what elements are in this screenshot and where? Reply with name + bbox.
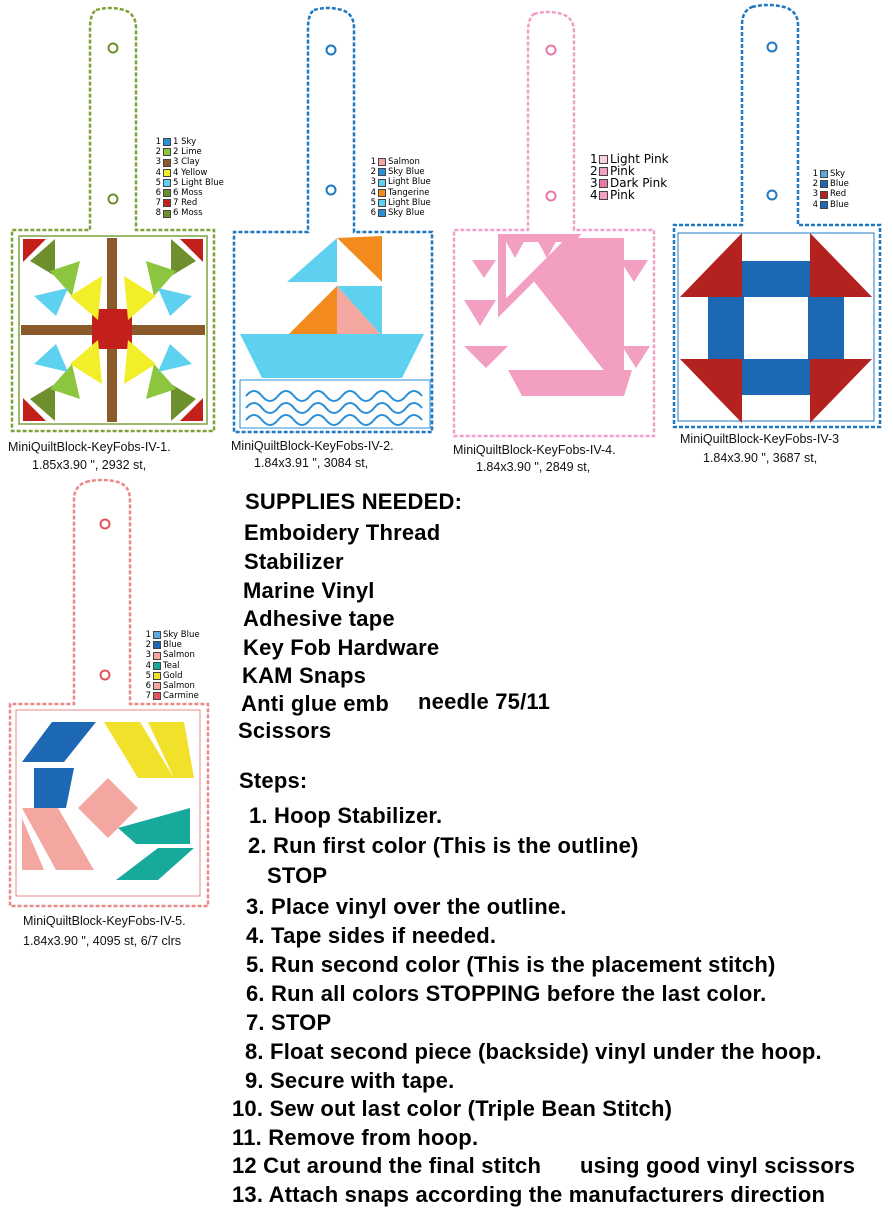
thread-color-swatch bbox=[163, 169, 171, 177]
legend-label: Tangerine bbox=[388, 187, 430, 198]
step-item: 5. Run second color (This is the placement stitch) bbox=[246, 952, 776, 977]
snap-hole-icon bbox=[109, 44, 118, 53]
thread-color-swatch bbox=[153, 652, 161, 660]
legend-label: Salmon bbox=[388, 157, 420, 167]
legend-number: 4 bbox=[370, 187, 376, 198]
legend-number: 5 bbox=[155, 177, 161, 188]
legend-number: 3 bbox=[155, 157, 161, 168]
legend-number: 3 bbox=[812, 189, 818, 200]
thread-color-swatch bbox=[378, 158, 386, 166]
supplies-title: SUPPLIES NEEDED: bbox=[245, 489, 463, 514]
legend-label: 6 Moss bbox=[173, 208, 203, 219]
legend-row bbox=[811, 189, 849, 199]
step-item: 11. Remove from hoop. bbox=[232, 1125, 479, 1150]
legend-label: Sky Blue bbox=[388, 208, 425, 219]
snap-hole-icon bbox=[109, 195, 118, 204]
design-1-specs: 1.85x3.90 ", 2932 st, bbox=[32, 458, 147, 472]
step-item: 1. Hoop Stabilizer. bbox=[249, 803, 443, 828]
step-item: 2. Run first color (This is the outline) bbox=[248, 833, 639, 858]
legend-number: 2 bbox=[590, 164, 598, 178]
thread-color-swatch bbox=[153, 631, 161, 639]
legend-row bbox=[154, 137, 224, 147]
snap-hole-icon bbox=[327, 46, 336, 55]
thread-legend-4 bbox=[811, 169, 849, 210]
legend-row bbox=[144, 630, 200, 640]
legend-label: 6 Moss bbox=[173, 188, 203, 199]
legend-number: 6 bbox=[370, 208, 376, 219]
legend-number: 7 bbox=[145, 691, 151, 702]
snap-hole-icon bbox=[101, 520, 110, 529]
thread-color-swatch bbox=[378, 168, 386, 176]
legend-row bbox=[144, 661, 200, 671]
snap-hole-icon bbox=[768, 191, 777, 200]
key-fob-4-artwork bbox=[672, 3, 884, 433]
legend-row bbox=[144, 640, 200, 650]
thread-color-swatch bbox=[153, 682, 161, 690]
supply-item: Emboidery Thread bbox=[244, 520, 441, 545]
thread-legend-3 bbox=[590, 153, 669, 201]
thread-color-swatch bbox=[599, 179, 608, 188]
thread-legend-2 bbox=[369, 157, 431, 218]
snap-hole-icon bbox=[547, 192, 556, 201]
design-2-filename: MiniQuiltBlock-KeyFobs-IV-2. bbox=[231, 439, 394, 453]
thread-color-swatch bbox=[163, 148, 171, 156]
thread-color-swatch bbox=[153, 672, 161, 680]
key-fob-design-2 bbox=[232, 6, 442, 436]
thread-color-swatch bbox=[153, 662, 161, 670]
legend-number: 3 bbox=[145, 650, 151, 661]
design-4-filename: MiniQuiltBlock-KeyFobs-IV-3 bbox=[680, 432, 840, 446]
legend-label: 2 Lime bbox=[173, 147, 202, 158]
legend-row bbox=[154, 198, 224, 208]
legend-row bbox=[154, 168, 224, 178]
legend-label: 4 Yellow bbox=[173, 167, 208, 178]
legend-label: Blue bbox=[830, 179, 849, 190]
legend-label: Blue bbox=[163, 640, 182, 651]
legend-row bbox=[154, 147, 224, 157]
thread-legend-5 bbox=[144, 630, 200, 701]
legend-label: Carmine bbox=[163, 691, 199, 702]
step-item: 13. Attach snaps according the manufacturers direction bbox=[232, 1182, 826, 1207]
legend-label: Salmon bbox=[163, 650, 195, 661]
legend-label: Light Blue bbox=[388, 177, 431, 188]
legend-number: 1 bbox=[370, 157, 376, 167]
legend-number: 7 bbox=[155, 198, 161, 209]
legend-row bbox=[369, 188, 431, 198]
snap-hole-icon bbox=[101, 671, 110, 680]
design-1-filename: MiniQuiltBlock-KeyFobs-IV-1. bbox=[8, 440, 171, 454]
supply-item: Adhesive tape bbox=[243, 606, 395, 631]
legend-row bbox=[811, 169, 849, 179]
legend-row bbox=[369, 167, 431, 177]
thread-color-swatch bbox=[378, 199, 386, 207]
legend-label: 7 Red bbox=[173, 198, 198, 209]
thread-color-swatch bbox=[820, 180, 828, 188]
legend-number: 1 bbox=[590, 152, 598, 166]
thread-color-swatch bbox=[163, 159, 171, 167]
supply-item: Key Fob Hardware bbox=[243, 635, 440, 660]
legend-row bbox=[154, 178, 224, 188]
step-item: 3. Place vinyl over the outline. bbox=[246, 894, 567, 919]
thread-color-swatch bbox=[163, 210, 171, 218]
thread-color-swatch bbox=[163, 199, 171, 207]
thread-color-swatch bbox=[163, 189, 171, 197]
key-fob-3-artwork bbox=[452, 10, 662, 440]
key-fob-design-3 bbox=[452, 10, 662, 440]
legend-number: 3 bbox=[590, 176, 598, 190]
key-fob-1-artwork bbox=[10, 6, 220, 436]
legend-number: 1 bbox=[812, 169, 818, 179]
legend-row bbox=[144, 671, 200, 681]
legend-label: 5 Light Blue bbox=[173, 177, 224, 188]
legend-label: Blue bbox=[830, 199, 849, 210]
step-item: 7. STOP bbox=[246, 1010, 332, 1035]
supply-item: Anti glue emb bbox=[241, 691, 390, 716]
thread-color-swatch bbox=[820, 170, 828, 178]
snap-hole-icon bbox=[327, 186, 336, 195]
thread-color-swatch bbox=[163, 138, 171, 146]
legend-label: Pink bbox=[610, 188, 635, 202]
legend-row bbox=[811, 200, 849, 210]
step-item: 8. Float second piece (backside) vinyl under the hoop. bbox=[245, 1039, 822, 1064]
legend-number: 2 bbox=[145, 640, 151, 651]
thread-color-swatch bbox=[599, 191, 608, 200]
legend-number: 4 bbox=[812, 199, 818, 210]
legend-number: 4 bbox=[155, 167, 161, 178]
legend-label: 3 Clay bbox=[173, 157, 200, 168]
supply-item: KAM Snaps bbox=[242, 663, 367, 688]
thread-color-swatch bbox=[378, 209, 386, 217]
legend-number: 5 bbox=[370, 197, 376, 208]
legend-number: 6 bbox=[155, 188, 161, 199]
thread-color-swatch bbox=[153, 692, 161, 700]
supply-item: needle 75/11 bbox=[418, 689, 551, 714]
thread-color-swatch bbox=[378, 179, 386, 187]
thread-color-swatch bbox=[820, 191, 828, 199]
legend-label: Sky Blue bbox=[388, 167, 425, 178]
thread-color-swatch bbox=[163, 179, 171, 187]
key-fob-design-1 bbox=[10, 6, 220, 436]
snap-hole-icon bbox=[768, 43, 777, 52]
legend-row bbox=[811, 179, 849, 189]
legend-row bbox=[144, 681, 200, 691]
step-item: 12 Cut around the final stitch bbox=[232, 1153, 542, 1178]
steps-title: Steps: bbox=[239, 768, 308, 793]
legend-label: Teal bbox=[163, 660, 180, 671]
step-item: 9. Secure with tape. bbox=[245, 1068, 455, 1093]
legend-number: 4 bbox=[590, 188, 598, 202]
legend-label: Sky bbox=[830, 169, 846, 179]
step-item: STOP bbox=[267, 863, 328, 888]
legend-row bbox=[590, 189, 669, 201]
step-item: using good vinyl scissors bbox=[580, 1153, 856, 1178]
snap-hole-icon bbox=[547, 46, 556, 55]
step-item: 10. Sew out last color (Triple Bean Stitch) bbox=[232, 1096, 673, 1121]
thread-color-swatch bbox=[378, 189, 386, 197]
legend-label: Gold bbox=[163, 670, 183, 681]
legend-number: 2 bbox=[812, 179, 818, 190]
legend-number: 5 bbox=[145, 670, 151, 681]
thread-color-swatch bbox=[599, 167, 608, 176]
design-4-specs: 1.84x3.90 ", 3687 st, bbox=[703, 451, 818, 465]
key-fob-design-4 bbox=[672, 3, 884, 433]
legend-label: Dark Pink bbox=[610, 176, 668, 190]
thread-color-swatch bbox=[599, 155, 608, 164]
legend-label: 1 Sky bbox=[173, 137, 197, 147]
design-2-specs: 1.84x3.91 ", 3084 st, bbox=[254, 456, 369, 470]
legend-number: 6 bbox=[145, 681, 151, 692]
legend-number: 3 bbox=[370, 177, 376, 188]
legend-label: Light Pink bbox=[610, 152, 669, 166]
legend-label: Pink bbox=[610, 164, 635, 178]
legend-row bbox=[154, 188, 224, 198]
thread-color-swatch bbox=[820, 201, 828, 209]
legend-number: 8 bbox=[155, 208, 161, 219]
legend-label: Salmon bbox=[163, 681, 195, 692]
legend-label: Sky Blue bbox=[163, 630, 200, 640]
supply-item: Stabilizer bbox=[244, 549, 344, 574]
legend-row bbox=[369, 208, 431, 218]
thread-legend-1 bbox=[154, 137, 224, 219]
legend-row bbox=[154, 157, 224, 167]
legend-row bbox=[144, 691, 200, 701]
legend-label: Light Blue bbox=[388, 197, 431, 208]
key-fob-2-artwork bbox=[232, 6, 442, 436]
supply-item: Scissors bbox=[238, 718, 332, 743]
legend-number: 2 bbox=[155, 147, 161, 158]
legend-row bbox=[369, 157, 431, 167]
legend-label: Red bbox=[830, 189, 847, 200]
legend-row bbox=[154, 208, 224, 218]
step-item: 4. Tape sides if needed. bbox=[246, 923, 497, 948]
design-5-filename: MiniQuiltBlock-KeyFobs-IV-5. bbox=[23, 914, 186, 928]
legend-number: 1 bbox=[155, 137, 161, 147]
legend-row bbox=[369, 177, 431, 187]
legend-number: 2 bbox=[370, 167, 376, 178]
step-item: 6. Run all colors STOPPING before the last color. bbox=[246, 981, 767, 1006]
design-3-filename: MiniQuiltBlock-KeyFobs-IV-4. bbox=[453, 443, 616, 457]
design-5-specs: 1.84x3.90 ", 4095 st, 6/7 clrs bbox=[23, 934, 182, 948]
legend-row bbox=[369, 198, 431, 208]
legend-number: 4 bbox=[145, 660, 151, 671]
thread-color-swatch bbox=[153, 641, 161, 649]
supply-item: Marine Vinyl bbox=[243, 578, 375, 603]
legend-row bbox=[144, 650, 200, 660]
design-3-specs: 1.84x3.90 ", 2849 st, bbox=[476, 460, 591, 474]
legend-number: 1 bbox=[145, 630, 151, 640]
